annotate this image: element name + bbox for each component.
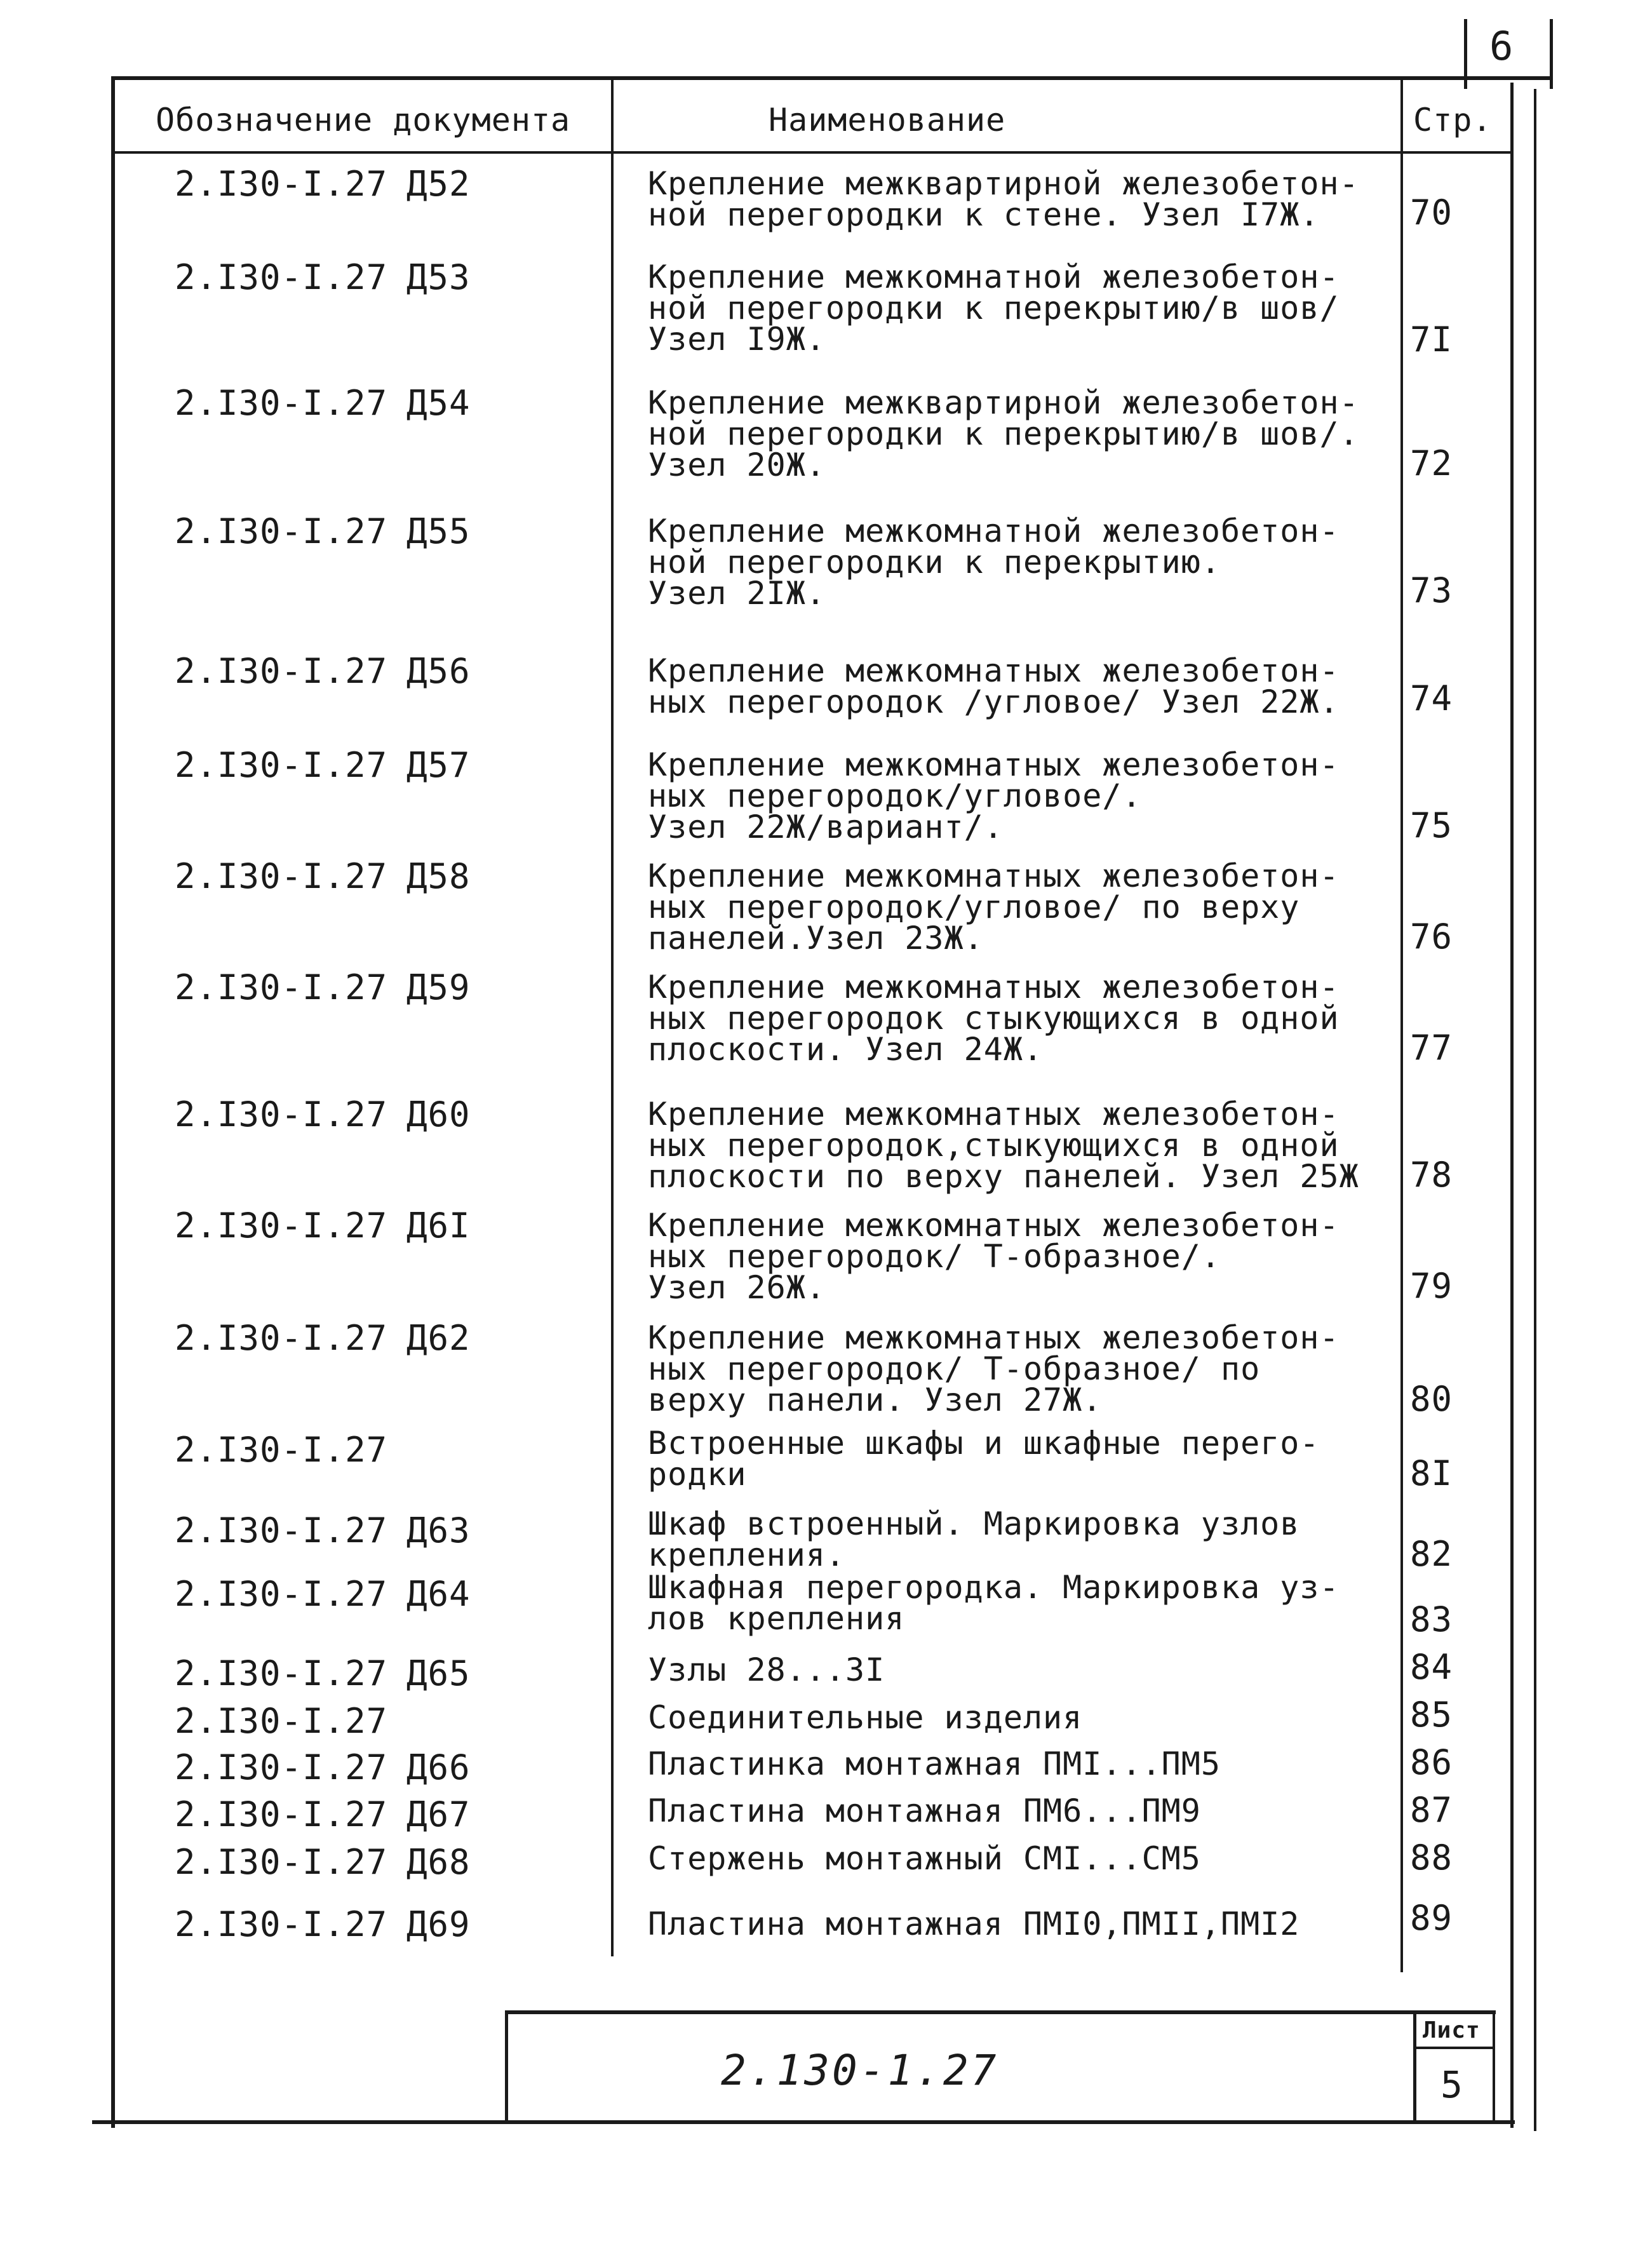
doc-page: 78 [1410,1155,1453,1195]
doc-page: 75 [1410,805,1453,845]
doc-code: 2.I30-I.27 [175,651,388,691]
doc-title: Пластина монтажная ПМI0,ПМII,ПМI2 [648,1906,1300,1942]
doc-page: 72 [1410,443,1453,483]
doc-page: 89 [1410,1898,1453,1938]
doc-code: 2.I30-I.27 [175,1206,388,1246]
doc-number: Д63 [406,1510,471,1550]
column-rule-page [1400,76,1403,1972]
doc-number: Д56 [406,651,471,691]
doc-number: Д59 [406,967,471,1007]
doc-page: 76 [1410,917,1453,957]
doc-code: 2.I30-I.27 [175,1653,388,1693]
doc-title: Крепление межкомнатных железобетон- ных перегородок/угловое/ по верху панелей.Узел 23Ж. [648,857,1340,957]
doc-page: 82 [1410,1534,1453,1574]
doc-page: 83 [1410,1599,1453,1639]
doc-code: 2.I30-I.27 [175,1904,388,1944]
doc-number: Д52 [406,164,471,204]
doc-number: Д60 [406,1094,471,1134]
doc-code: 2.I30-I.27 [175,967,388,1007]
doc-page: 7I [1410,319,1453,360]
doc-code: 2.I30-I.27 [175,1318,388,1358]
doc-title: Шкаф встроенный. Маркировка узлов крепления. [648,1505,1300,1573]
stamp-left [505,2010,508,2122]
header-bottom-rule [113,151,1510,154]
doc-code: 2.I30-I.27 [175,164,388,204]
doc-code: 2.I30-I.27 [175,1094,388,1134]
doc-number: Д62 [406,1318,471,1358]
doc-number: Д64 [406,1574,471,1614]
doc-title: Крепление межкомнатных железобетон- ных перегородок стыкующихся в одной плоскости. Узел 24Ж. [648,969,1340,1068]
doc-number: Д57 [406,745,471,785]
doc-page: 79 [1410,1266,1453,1306]
doc-number: Д53 [406,257,471,297]
page-number: 6 [1489,23,1514,69]
frame-right-inner [1510,83,1514,2128]
doc-page: 77 [1410,1028,1453,1068]
stamp-document-code: 2.130-1.27 [721,2046,999,2095]
stamp-sheet-label: Лист [1423,2017,1481,2043]
doc-code: 2.I30-I.27 [175,1747,388,1787]
stamp-sheet-divider [1413,2047,1494,2049]
doc-code: 2.I30-I.27 [175,745,388,785]
doc-title: Крепление межкомнатных железобетон- ных перегородок/угловое/. Узел 22Ж/вариант/. [648,746,1340,845]
doc-code: 2.I30-I.27 [175,1701,388,1741]
frame-top [111,76,1553,80]
doc-code: 2.I30-I.27 [175,383,388,423]
doc-page: 88 [1410,1838,1453,1878]
doc-number: Д54 [406,383,471,423]
doc-title: Крепление межкомнатной железобетон- ной перегородки к перекрытию/в шов/ Узел I9Ж. [648,259,1340,358]
doc-title: Крепление межквартирной железобетон- ной перегородки к перекрытию/в шов/. Узел 20Ж. [648,384,1359,483]
doc-title: Крепление межквартирной железобетон- ной перегородки к стене. Узел I7Ж. [648,165,1359,233]
doc-title: Пластинка монтажная ПМI...ПМ5 [648,1745,1221,1782]
doc-page: 74 [1410,678,1453,718]
doc-title: Соединительные изделия [648,1699,1083,1736]
doc-title: Крепление межкомнатных железобетон- ных перегородок/ Т-образное/ по верху панели. Узел 27Ж. [648,1319,1340,1418]
doc-number: Д69 [406,1904,471,1944]
doc-code: 2.I30-I.27 [175,1510,388,1550]
doc-page: 73 [1410,570,1453,610]
doc-code: 2.I30-I.27 [175,1842,388,1882]
doc-title: Шкафная перегородка. Маркировка уз- лов крепления [648,1569,1340,1637]
doc-title: Пластина монтажная ПМ6...ПМ9 [648,1792,1201,1829]
frame-bottom [92,2120,1515,2124]
frame-right-outer [1534,89,1536,2131]
header-designation: Обозначение документа [156,102,571,138]
frame-left [111,76,115,2128]
stamp-sheet-number: 5 [1440,2063,1463,2106]
stamp-sheet-right [1493,2010,1495,2122]
doc-code: 2.I30-I.27 [175,1794,388,1834]
doc-number: Д58 [406,856,471,896]
doc-title: Крепление межкомнатной железобетон- ной перегородки к перекрытию. Узел 2IЖ. [648,513,1340,612]
doc-page: 70 [1410,192,1453,232]
doc-code: 2.I30-I.27 [175,1574,388,1614]
doc-number: Д67 [406,1794,471,1834]
doc-title: Крепление межкомнатных железобетон- ных перегородок,стыкующихся в одной плоскости по верху панелей. Узел 25Ж [648,1096,1359,1195]
doc-number: Д68 [406,1842,471,1882]
doc-code: 2.I30-I.27 [175,511,388,551]
doc-title: Стержень монтажный СМI...СМ5 [648,1840,1201,1877]
stamp-top [505,2010,1496,2014]
doc-number: Д55 [406,511,471,551]
header-name: Наименование [769,102,1006,138]
doc-code: 2.I30-I.27 [175,1430,388,1470]
doc-title: Крепление межкомнатных железобетон- ных перегородок/ Т-образное/. Узел 26Ж. [648,1207,1340,1306]
doc-page: 85 [1410,1695,1453,1735]
doc-code: 2.I30-I.27 [175,257,388,297]
doc-number: Д6I [406,1206,471,1246]
header-page: Стр. [1413,102,1493,138]
doc-code: 2.I30-I.27 [175,856,388,896]
doc-title: Крепление межкомнатных железобетон- ных перегородок /угловое/ Узел 22Ж. [648,652,1340,720]
doc-page: 84 [1410,1647,1453,1687]
doc-title: Узлы 28...3I [648,1651,885,1688]
doc-page: 80 [1410,1379,1453,1419]
column-rule-name [611,76,614,1956]
doc-page: 86 [1410,1742,1453,1782]
doc-page: 8I [1410,1453,1453,1493]
doc-page: 87 [1410,1790,1453,1830]
doc-number: Д66 [406,1747,471,1787]
stamp-sheet-left [1413,2010,1416,2122]
doc-number: Д65 [406,1653,471,1693]
doc-title: Встроенные шкафы и шкафные перего- родки [648,1425,1320,1493]
